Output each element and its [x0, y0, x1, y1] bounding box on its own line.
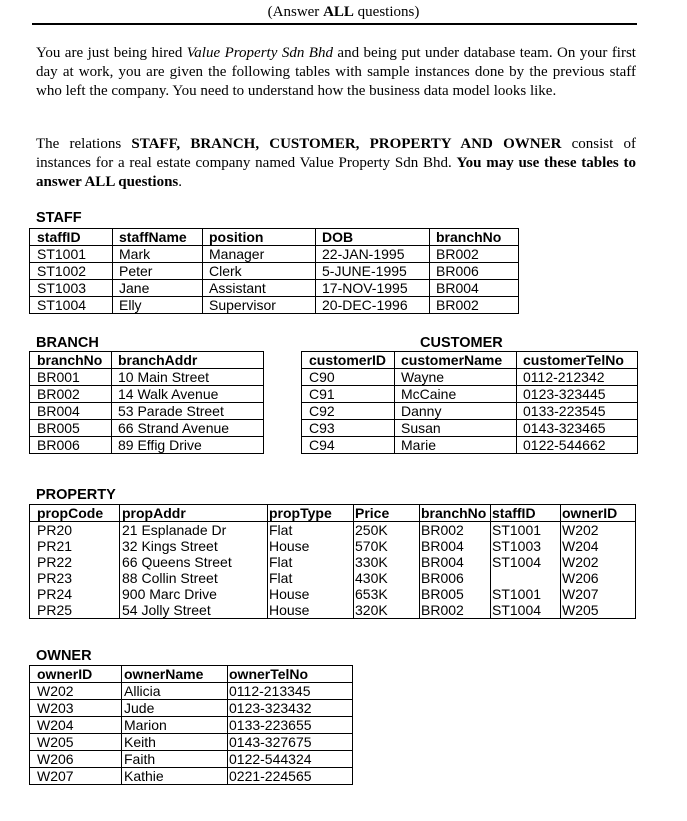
property-cell: House — [268, 586, 354, 602]
staff-table-row — [30, 280, 519, 297]
property-cell: 430K — [354, 570, 420, 586]
customer-cell: C91 — [302, 386, 395, 403]
owner-cell: W206 — [30, 751, 122, 768]
staff-cell: Supervisor — [203, 297, 316, 314]
branch-table-row — [30, 420, 264, 437]
property-cell: 66 Queens Street — [120, 554, 268, 570]
property-cell: BR004 — [420, 554, 491, 570]
owner-table-row — [30, 768, 353, 785]
customer-cell: 0123-323445 — [517, 386, 638, 403]
header-rule — [32, 23, 637, 25]
staff-title: STAFF — [36, 210, 82, 226]
owner-cell: 0123-323432 — [228, 700, 353, 717]
customer-column-header: customerName — [395, 352, 517, 369]
staff-cell: ST1003 — [30, 280, 113, 297]
property-header-row — [30, 505, 636, 522]
branch-title: BRANCH — [36, 335, 99, 351]
owner-cell: Allicia — [122, 683, 228, 700]
customer-header-row — [302, 352, 638, 369]
property-table-row — [30, 570, 636, 586]
property-cell: PR23 — [30, 570, 120, 586]
staff-cell: Clerk — [203, 263, 316, 280]
relations-text-1: The relations — [36, 136, 132, 152]
staff-column-header: staffName — [113, 229, 203, 246]
customer-table-row — [302, 386, 638, 403]
property-cell: BR005 — [420, 586, 491, 602]
company-name: Value Property Sdn Bhd — [186, 45, 333, 61]
property-cell: ST1003 — [491, 538, 561, 554]
customer-cell: 0133-223545 — [517, 403, 638, 420]
owner-cell: Faith — [122, 751, 228, 768]
owner-cell: W202 — [30, 683, 122, 700]
branch-table-row — [30, 369, 264, 386]
page-header — [0, 4, 687, 21]
owner-cell: W205 — [30, 734, 122, 751]
property-cell: 21 Esplanade Dr — [120, 522, 268, 539]
property-table-row — [30, 602, 636, 619]
header-prefix: (Answer — [267, 4, 324, 20]
owner-cell: W204 — [30, 717, 122, 734]
customer-cell: Marie — [395, 437, 517, 454]
staff-table-row — [30, 246, 519, 263]
staff-table-row — [30, 263, 519, 280]
staff-cell: 22-JAN-1995 — [316, 246, 430, 263]
branch-cell: 66 Strand Avenue — [112, 420, 264, 437]
property-cell: House — [268, 602, 354, 619]
staff-cell: BR002 — [430, 297, 519, 314]
staff-cell: Mark — [113, 246, 203, 263]
property-column-header: Price — [354, 505, 420, 522]
branch-table-row — [30, 386, 264, 403]
relations-paragraph — [36, 135, 636, 192]
property-cell: BR004 — [420, 538, 491, 554]
property-column-header: branchNo — [420, 505, 491, 522]
staff-cell: ST1004 — [30, 297, 113, 314]
owner-cell: Keith — [122, 734, 228, 751]
intro-paragraph — [36, 44, 636, 101]
customer-cell: C90 — [302, 369, 395, 386]
branch-cell: 53 Parade Street — [112, 403, 264, 420]
owner-cell: 0112-213345 — [228, 683, 353, 700]
branch-cell: 10 Main Street — [112, 369, 264, 386]
property-cell: Flat — [268, 570, 354, 586]
branch-column-header: branchAddr — [112, 352, 264, 369]
customer-cell: 0143-323465 — [517, 420, 638, 437]
branch-table — [29, 351, 264, 454]
property-cell: W207 — [561, 586, 636, 602]
owner-table — [29, 665, 353, 785]
branch-header-row — [30, 352, 264, 369]
customer-cell: Susan — [395, 420, 517, 437]
branch-cell: 89 Effig Drive — [112, 437, 264, 454]
property-cell: 570K — [354, 538, 420, 554]
staff-cell: ST1002 — [30, 263, 113, 280]
property-column-header: propType — [268, 505, 354, 522]
property-cell: W204 — [561, 538, 636, 554]
property-column-header: propAddr — [120, 505, 268, 522]
customer-table — [301, 351, 638, 454]
owner-column-header: ownerID — [30, 666, 122, 683]
customer-cell: 0122-544662 — [517, 437, 638, 454]
branch-column-header: branchNo — [30, 352, 112, 369]
property-cell: 54 Jolly Street — [120, 602, 268, 619]
owner-column-header: ownerName — [122, 666, 228, 683]
intro-text-1: You are just being hired — [36, 45, 187, 61]
property-cell: BR002 — [420, 522, 491, 539]
owner-cell: W207 — [30, 768, 122, 785]
property-cell: PR24 — [30, 586, 120, 602]
owner-cell: 0221-224565 — [228, 768, 353, 785]
customer-cell: C94 — [302, 437, 395, 454]
staff-cell: Assistant — [203, 280, 316, 297]
owner-title: OWNER — [36, 648, 92, 664]
customer-cell: C93 — [302, 420, 395, 437]
property-cell: PR22 — [30, 554, 120, 570]
branch-cell: BR004 — [30, 403, 112, 420]
property-cell: Flat — [268, 554, 354, 570]
property-cell: ST1004 — [491, 554, 561, 570]
owner-cell: Kathie — [122, 768, 228, 785]
customer-cell: Wayne — [395, 369, 517, 386]
owner-table-row — [30, 683, 353, 700]
owner-column-header: ownerTelNo — [228, 666, 353, 683]
customer-cell: Danny — [395, 403, 517, 420]
staff-column-header: branchNo — [430, 229, 519, 246]
relations-list: STAFF, BRANCH, CUSTOMER, PROPERTY AND OWNER — [131, 136, 562, 152]
customer-column-header: customerID — [302, 352, 395, 369]
property-cell: Flat — [268, 522, 354, 539]
property-cell: 32 Kings Street — [120, 538, 268, 554]
property-column-header: propCode — [30, 505, 120, 522]
header-suffix: questions) — [353, 4, 420, 20]
property-column-header: staffID — [491, 505, 561, 522]
owner-cell: 0133-223655 — [228, 717, 353, 734]
staff-cell: ST1001 — [30, 246, 113, 263]
customer-title: CUSTOMER — [420, 335, 503, 351]
staff-table-row — [30, 297, 519, 314]
owner-table-row — [30, 700, 353, 717]
staff-cell: Elly — [113, 297, 203, 314]
branch-table-row — [30, 403, 264, 420]
staff-column-header: DOB — [316, 229, 430, 246]
property-cell: 900 Marc Drive — [120, 586, 268, 602]
branch-cell: BR002 — [30, 386, 112, 403]
property-cell: PR25 — [30, 602, 120, 619]
property-cell: W205 — [561, 602, 636, 619]
owner-table-row — [30, 717, 353, 734]
intro-text-2: and being put under database team. On your first day at work, you are given the following tables with sample instances done by the previous staff who left the company. You need to understand how the business data model looks like. — [36, 45, 636, 99]
relations-text-2: consist of instances for a real estate company named Value Property Sdn Bhd. — [36, 136, 636, 171]
property-cell: BR006 — [420, 570, 491, 586]
staff-header-row — [30, 229, 519, 246]
owner-cell: Jude — [122, 700, 228, 717]
staff-cell: Jane — [113, 280, 203, 297]
property-cell: W206 — [561, 570, 636, 586]
instruction-text: You may use these tables to answer ALL questions — [36, 155, 636, 190]
branch-cell: 14 Walk Avenue — [112, 386, 264, 403]
owner-table-row — [30, 734, 353, 751]
property-cell: ST1001 — [491, 522, 561, 539]
customer-table-row — [302, 369, 638, 386]
branch-table-row — [30, 437, 264, 454]
owner-cell: 0122-544324 — [228, 751, 353, 768]
property-column-header: ownerID — [561, 505, 636, 522]
customer-table-row — [302, 420, 638, 437]
property-cell: ST1004 — [491, 602, 561, 619]
staff-cell: BR004 — [430, 280, 519, 297]
property-cell: PR21 — [30, 538, 120, 554]
relations-text-3: . — [178, 174, 183, 190]
staff-column-header: position — [203, 229, 316, 246]
branch-cell: BR005 — [30, 420, 112, 437]
branch-cell: BR001 — [30, 369, 112, 386]
property-cell: 330K — [354, 554, 420, 570]
property-cell: PR20 — [30, 522, 120, 539]
owner-cell: W203 — [30, 700, 122, 717]
property-cell: BR002 — [420, 602, 491, 619]
staff-column-header: staffID — [30, 229, 113, 246]
property-cell: ST1001 — [491, 586, 561, 602]
branch-cell: BR006 — [30, 437, 112, 454]
property-table — [29, 504, 636, 619]
property-cell: 653K — [354, 586, 420, 602]
property-cell: 88 Collin Street — [120, 570, 268, 586]
property-title: PROPERTY — [36, 487, 116, 503]
property-table-row — [30, 538, 636, 554]
staff-cell: 20-DEC-1996 — [316, 297, 430, 314]
staff-table — [29, 228, 519, 314]
property-table-row — [30, 554, 636, 570]
property-table-row — [30, 522, 636, 539]
staff-cell: BR006 — [430, 263, 519, 280]
customer-cell: 0112-212342 — [517, 369, 638, 386]
property-table-row — [30, 586, 636, 602]
staff-cell: Peter — [113, 263, 203, 280]
property-cell — [491, 570, 561, 586]
customer-column-header: customerTelNo — [517, 352, 638, 369]
property-cell: 250K — [354, 522, 420, 539]
staff-cell: BR002 — [430, 246, 519, 263]
owner-table-row — [30, 751, 353, 768]
property-cell: W202 — [561, 554, 636, 570]
customer-cell: McCaine — [395, 386, 517, 403]
customer-table-row — [302, 437, 638, 454]
owner-cell: Marion — [122, 717, 228, 734]
customer-cell: C92 — [302, 403, 395, 420]
staff-cell: Manager — [203, 246, 316, 263]
property-cell: 320K — [354, 602, 420, 619]
owner-header-row — [30, 666, 353, 683]
staff-cell: 5-JUNE-1995 — [316, 263, 430, 280]
owner-cell: 0143-327675 — [228, 734, 353, 751]
customer-table-row — [302, 403, 638, 420]
property-cell: W202 — [561, 522, 636, 539]
header-bold: ALL — [323, 4, 354, 20]
staff-cell: 17-NOV-1995 — [316, 280, 430, 297]
property-cell: House — [268, 538, 354, 554]
